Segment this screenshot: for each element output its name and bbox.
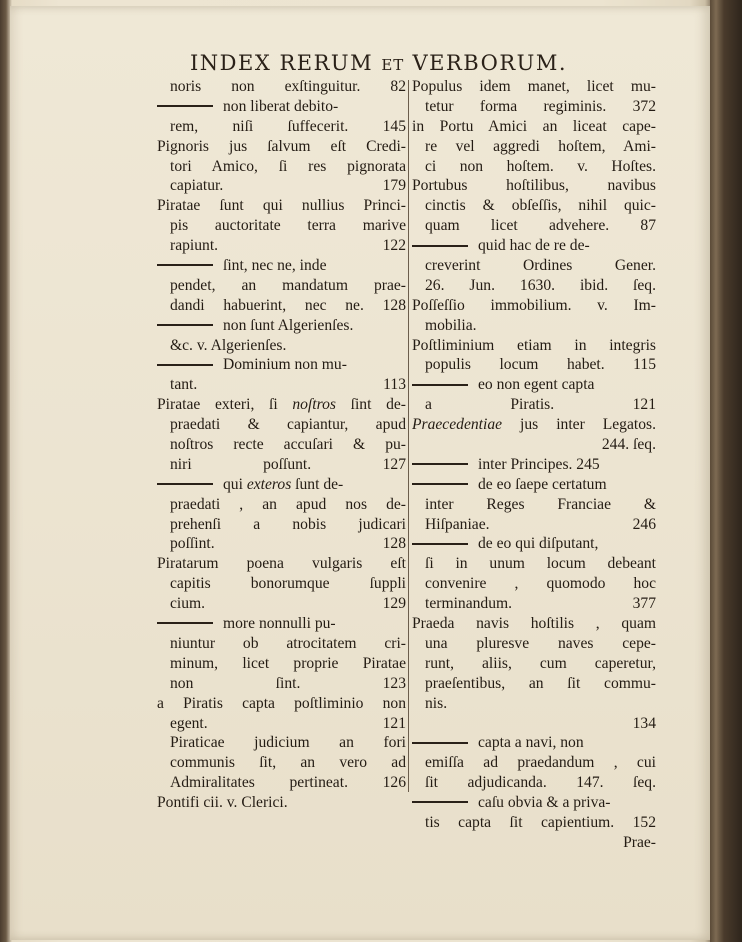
ditto-dash: [157, 264, 213, 266]
index-text: a Piratis. 121: [425, 396, 656, 414]
index-text: non liberat debito-: [223, 97, 339, 115]
index-text: &c. v. Algerienſes.: [170, 336, 287, 354]
index-line: [157, 296, 406, 316]
index-text: creverint Ordines Gener.: [425, 257, 656, 275]
index-line: [157, 395, 406, 415]
index-text: Portubus hoſtilibus, navibus: [412, 177, 656, 195]
index-text: dandi habuerint, nec ne. 128: [170, 296, 406, 314]
index-italic-term: Praecedentiae: [412, 416, 503, 434]
index-text: re vel aggredi hoſtem, Ami-: [425, 137, 656, 155]
index-line: [157, 97, 406, 117]
index-text: tant. 113: [170, 376, 406, 394]
index-text: terminandum. 377: [425, 595, 656, 613]
index-text: egent. 121: [170, 714, 406, 732]
right-index-column: [412, 77, 656, 853]
index-line: [157, 515, 406, 535]
index-line: [412, 196, 656, 216]
index-text: Poſſeſſio immobilium. v. Im-: [412, 296, 656, 314]
index-text: praedati & capiantur, apud: [170, 416, 406, 434]
index-text: capta a navi, non: [478, 734, 584, 752]
index-text: Piratae ſunt qui nullius Princi-: [157, 197, 406, 215]
index-text: noris non exſtinguitur. 82: [170, 78, 406, 95]
index-text: non ſunt Algerienſes.: [223, 316, 354, 334]
ditto-dash: [157, 364, 213, 366]
index-line: [157, 336, 406, 356]
index-text: Populus idem manet, licet mu-: [412, 78, 656, 95]
index-line: [157, 773, 406, 793]
index-line: [157, 276, 406, 296]
index-text: a Piratis capta poſtliminio non: [157, 694, 406, 712]
index-text: Piratae exteri, ſi: [157, 396, 293, 414]
index-line: [157, 176, 406, 196]
index-line: [412, 316, 656, 336]
running-header: [190, 50, 620, 78]
index-line: [157, 753, 406, 773]
index-text: ſint, nec ne, inde: [223, 257, 327, 275]
index-text: Hiſpaniae. 246: [425, 515, 656, 533]
index-text: mobilia.: [425, 316, 477, 334]
index-text: Poſtliminium etiam in integris: [412, 336, 656, 354]
index-line: [157, 236, 406, 256]
index-text: ſit adjudicanda. 147. ſeq.: [425, 774, 656, 792]
index-text: Praeda navis hoſtilis , quam: [412, 615, 656, 633]
index-line: [157, 534, 406, 554]
index-text: populis locum habet. 115: [425, 356, 656, 374]
header-part-1: INDEX RERUM: [190, 51, 374, 75]
index-line: [412, 733, 656, 753]
index-line: [157, 654, 406, 674]
index-line: [412, 276, 656, 296]
index-line: [157, 137, 406, 157]
index-line: [412, 515, 656, 535]
ditto-dash: [412, 483, 468, 485]
ditto-dash: [157, 483, 213, 485]
index-text: communis ſit, an vero ad: [170, 754, 406, 772]
index-text: rapiunt. 122: [170, 237, 406, 255]
index-line: [157, 793, 406, 813]
index-line: [412, 375, 656, 395]
index-text: Piraticae judicium an fori: [170, 734, 406, 752]
index-line: [412, 176, 656, 196]
index-italic-term: noſtros: [292, 396, 336, 414]
index-text: emiſſa ad praedandum , cui: [425, 754, 656, 772]
index-text: pis auctoritate terra marive: [170, 217, 406, 235]
index-line: [412, 614, 656, 634]
index-line: [412, 415, 656, 435]
index-line: [157, 634, 406, 654]
index-text: inter Principes. 245: [478, 455, 600, 473]
index-text: Admiralitates pertineat. 126: [170, 774, 406, 792]
index-line: [157, 196, 406, 216]
index-line: [412, 694, 656, 714]
index-text: Pignoris jus ſalvum eſt Credi-: [157, 137, 406, 155]
index-line: [157, 415, 406, 435]
index-line: [157, 157, 406, 177]
index-text: quam licet advehere. 87: [425, 217, 656, 235]
index-text: inter Reges Franciae &: [425, 495, 656, 513]
book-gutter: [710, 0, 742, 942]
index-line: [412, 773, 656, 793]
ditto-dash: [157, 622, 213, 624]
index-line: [412, 793, 656, 813]
index-line: [412, 137, 656, 157]
index-text: de eo qui diſputant,: [478, 535, 599, 553]
ditto-dash: [412, 801, 468, 803]
ditto-dash: [412, 543, 468, 545]
index-line: [157, 475, 406, 495]
index-text: de eo ſaepe certatum: [478, 475, 607, 493]
index-text: 134: [632, 714, 656, 732]
header-part-3: VERBORUM.: [412, 51, 568, 75]
index-line: [157, 77, 406, 97]
index-text: Pontifi cii. v. Clerici.: [157, 794, 288, 812]
index-line: [412, 296, 656, 316]
index-line: [157, 614, 406, 634]
index-text: in Portu Amici an liceat cape-: [412, 117, 656, 135]
index-line: [157, 495, 406, 515]
index-line: [412, 435, 656, 455]
ditto-dash: [412, 245, 468, 247]
index-line: [412, 455, 656, 475]
index-line: [157, 375, 406, 395]
index-line: [157, 733, 406, 753]
index-text: pendet, an mandatum prae-: [170, 276, 406, 294]
ditto-dash: [412, 384, 468, 386]
index-text: tis capta ſit capientium. 152: [425, 813, 656, 831]
index-line: [157, 355, 406, 375]
ditto-dash: [412, 463, 468, 465]
index-text: qui: [223, 475, 247, 493]
index-text: ſunt de-: [291, 475, 344, 493]
index-line: [412, 574, 656, 594]
index-line: [157, 435, 406, 455]
index-text: capiatur. 179: [170, 177, 406, 195]
index-line: [157, 455, 406, 475]
index-text: caſu obvia & a priva-: [478, 794, 611, 812]
index-text: tetur forma regiminis. 372: [425, 97, 656, 115]
column-divider: [408, 80, 409, 792]
index-text: niuntur ob atrocitatem cri-: [170, 634, 406, 652]
index-italic-term: exteros: [246, 475, 292, 493]
index-line: [157, 554, 406, 574]
index-line: [157, 117, 406, 137]
index-line: [412, 813, 656, 833]
index-text: convenire , quomodo hoc: [425, 575, 656, 593]
index-text: ci non hoſtem. v. Hoſtes.: [425, 157, 656, 175]
index-text: runt, aliis, cum caperetur,: [425, 654, 656, 672]
index-text: 26. Jun. 1630. ibid. ſeq.: [425, 276, 656, 294]
index-line: [157, 594, 406, 614]
index-line: [412, 256, 656, 276]
index-text: prehenſi a nobis judicari: [170, 515, 406, 533]
index-text: ſi in unum locum debeant: [425, 555, 656, 573]
index-line: [412, 77, 656, 97]
index-text: rem, niſi ſuffecerit. 145: [170, 117, 406, 135]
index-line: [412, 216, 656, 236]
index-line: [157, 256, 406, 276]
index-text: jus inter Legatos.: [502, 416, 656, 434]
index-text: 244. ſeq.: [601, 436, 656, 454]
index-text: capitis bonorumque ſuppli: [170, 575, 406, 593]
index-line: [157, 574, 406, 594]
ditto-dash: [412, 742, 468, 744]
index-text: niri poſſunt. 127: [170, 455, 406, 473]
index-text: praedati , an apud nos de-: [170, 495, 406, 513]
index-line: [412, 355, 656, 375]
index-line: [412, 475, 656, 495]
index-line: [412, 753, 656, 773]
index-text: nis.: [425, 694, 448, 712]
index-line: [412, 395, 656, 415]
index-line: [412, 654, 656, 674]
index-text: quid hac de re de-: [478, 237, 590, 255]
index-line: [412, 495, 656, 515]
index-line: [157, 316, 406, 336]
index-line: [412, 674, 656, 694]
index-line: [157, 216, 406, 236]
left-index-column: [157, 77, 406, 813]
index-text: eo non egent capta: [478, 376, 595, 394]
index-text: praeſentibus, an ſit commu-: [425, 674, 656, 692]
index-line: [412, 594, 656, 614]
index-text: non ſint. 123: [170, 674, 406, 692]
index-line: [412, 554, 656, 574]
index-line: [412, 97, 656, 117]
index-text: Dominium non mu-: [223, 356, 347, 374]
index-text: Piratarum poena vulgaris eſt: [157, 555, 406, 573]
index-line: [412, 714, 656, 734]
index-text: cium. 129: [170, 595, 406, 613]
index-text: noſtros recte accuſari & pu-: [170, 436, 406, 454]
index-line: [157, 694, 406, 714]
header-part-2: ET: [381, 56, 405, 74]
ditto-dash: [157, 324, 213, 326]
index-line: [412, 157, 656, 177]
index-line: [157, 674, 406, 694]
index-text: poſſint. 128: [170, 535, 406, 553]
index-line: [157, 714, 406, 734]
index-line: [412, 117, 656, 137]
catchword: Prae-: [623, 833, 656, 851]
index-text: cinctis & obſeſſis, nihil quic-: [425, 197, 656, 215]
index-text: una pluresve naves cepe-: [425, 634, 656, 652]
index-text: tori Amico, ſi res pignorata: [170, 157, 406, 175]
index-line: [412, 236, 656, 256]
ditto-dash: [157, 105, 213, 107]
index-line: [412, 534, 656, 554]
index-text: more nonnulli pu-: [223, 615, 336, 633]
index-line: [412, 336, 656, 356]
index-text: minum, licet proprie Piratae: [170, 654, 406, 672]
index-line: [412, 634, 656, 654]
index-text: ſint de-: [335, 396, 406, 414]
